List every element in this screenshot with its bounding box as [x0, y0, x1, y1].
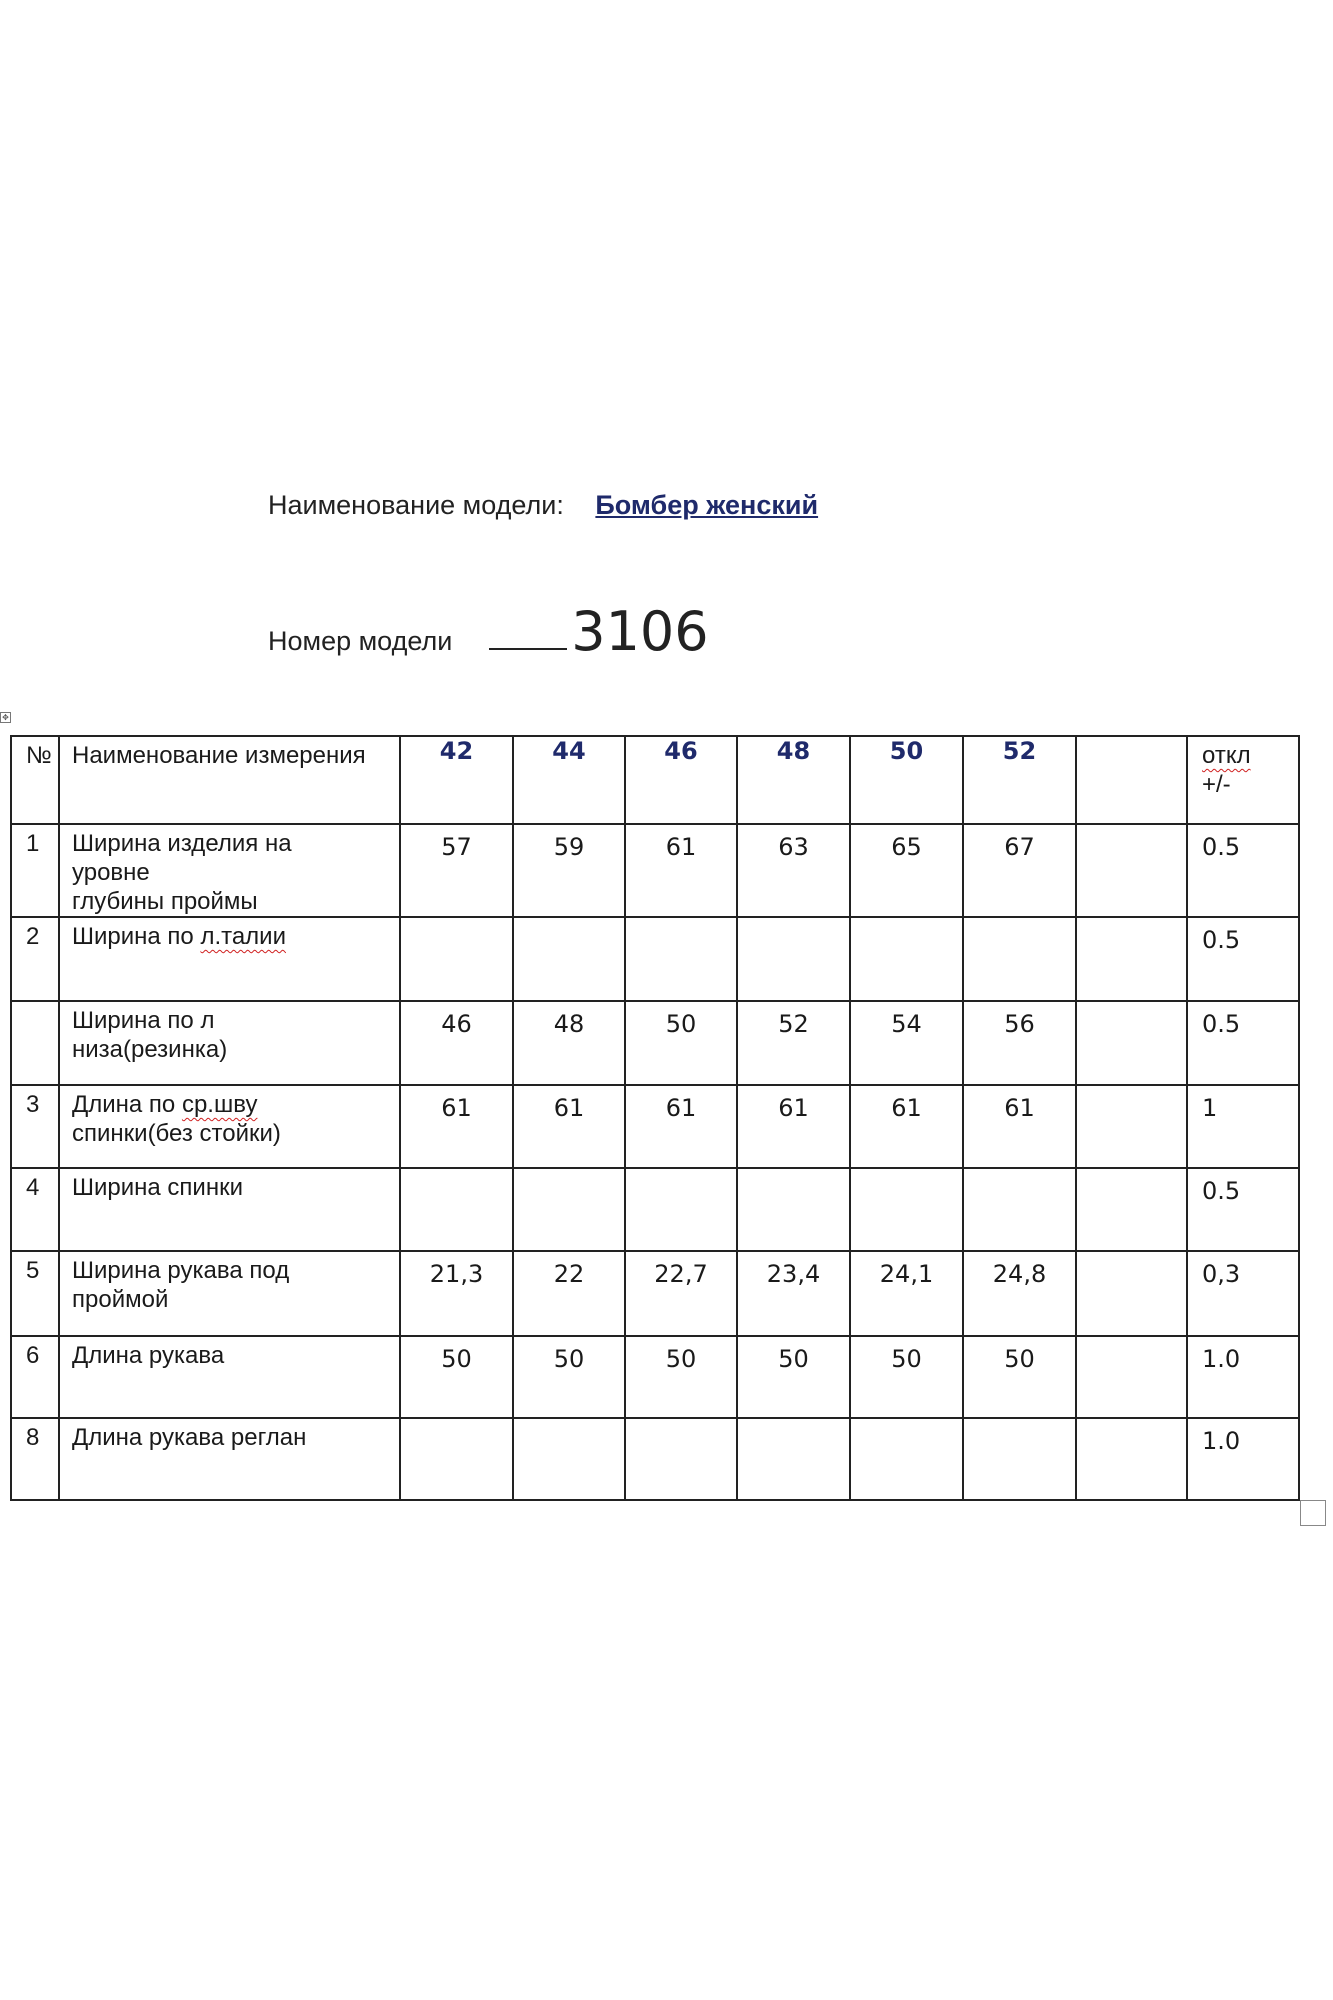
size-value: 50 [513, 1336, 625, 1418]
measurement-name [59, 1085, 400, 1168]
table-header-row [11, 736, 1299, 824]
empty-cell [1076, 1168, 1187, 1251]
size-value: 52 [737, 1001, 850, 1085]
model-number-value: 3106 [571, 600, 709, 663]
measurement-name [59, 1251, 400, 1336]
table-row [11, 1336, 1299, 1418]
measurement-name [59, 1336, 400, 1418]
size-value: 48 [513, 1001, 625, 1085]
size-value: 46 [400, 1001, 513, 1085]
tolerance-value: 0.5 [1187, 917, 1299, 1001]
model-number-label: Номер модели [268, 626, 453, 656]
size-value [513, 1418, 625, 1500]
measurement-name-line: спинки(без стойки) [72, 1120, 281, 1147]
size-value: 56 [963, 1001, 1076, 1085]
size-header: 42 [400, 736, 513, 824]
tolerance-value: 1.0 [1187, 1336, 1299, 1418]
measurement-name [59, 824, 400, 917]
size-value: 50 [850, 1336, 963, 1418]
size-value: 22,7 [625, 1251, 737, 1336]
table-row [11, 917, 1299, 1001]
size-value: 61 [737, 1085, 850, 1168]
model-name-line [268, 490, 818, 521]
size-value: 61 [850, 1085, 963, 1168]
size-value [400, 917, 513, 1001]
tolerance-value: 1 [1187, 1085, 1299, 1168]
table-row [11, 1418, 1299, 1500]
size-value: 61 [513, 1085, 625, 1168]
model-name-value: Бомбер женский [595, 490, 819, 520]
row-number: 5 [11, 1251, 59, 1336]
row-number: 6 [11, 1336, 59, 1418]
table-row [11, 1085, 1299, 1168]
size-value [850, 1168, 963, 1251]
size-header: 50 [850, 736, 963, 824]
size-value: 22 [513, 1251, 625, 1336]
size-value [513, 1168, 625, 1251]
table-move-handle-icon[interactable]: ✥ [0, 712, 11, 723]
number-column-header: № [11, 736, 59, 824]
empty-cell [1076, 1251, 1187, 1336]
size-value [513, 917, 625, 1001]
size-value [625, 1168, 737, 1251]
table-row [11, 1168, 1299, 1251]
model-number-line [268, 600, 709, 663]
tolerance-value: 0.5 [1187, 1001, 1299, 1085]
measurement-name [59, 1001, 400, 1085]
measurement-name [59, 1168, 400, 1251]
size-value [737, 917, 850, 1001]
size-value: 54 [850, 1001, 963, 1085]
size-value [963, 917, 1076, 1001]
size-value: 50 [625, 1336, 737, 1418]
measurement-name-line: проймой [72, 1286, 169, 1313]
measurement-name-line: Ширина по л [72, 1007, 215, 1034]
size-value: 61 [963, 1085, 1076, 1168]
size-value [737, 1168, 850, 1251]
row-number: 4 [11, 1168, 59, 1251]
row-number: 8 [11, 1418, 59, 1500]
measurement-name-line: Ширина спинки [72, 1174, 243, 1201]
size-value [400, 1418, 513, 1500]
empty-cell [1076, 1418, 1187, 1500]
size-value: 50 [963, 1336, 1076, 1418]
empty-cell [1076, 1085, 1187, 1168]
size-value: 65 [850, 824, 963, 917]
size-value: 57 [400, 824, 513, 917]
tolerance-header-line2: +/- [1202, 771, 1231, 798]
size-value: 61 [625, 824, 737, 917]
size-value: 21,3 [400, 1251, 513, 1336]
tolerance-value: 0.5 [1187, 824, 1299, 917]
size-value: 24,8 [963, 1251, 1076, 1336]
size-value [963, 1168, 1076, 1251]
size-value: 23,4 [737, 1251, 850, 1336]
measurement-name-line: глубины проймы [72, 888, 258, 915]
size-value: 50 [625, 1001, 737, 1085]
size-header: 46 [625, 736, 737, 824]
size-value [963, 1418, 1076, 1500]
measurement-name-line: ср.шву [181, 1091, 258, 1118]
size-value: 61 [625, 1085, 737, 1168]
measurement-name-line: Ширина рукава под [72, 1257, 290, 1284]
measurement-name-line: Ширина изделия на [72, 830, 292, 857]
measurement-name-line: уровне [72, 859, 150, 886]
table-row [11, 824, 1299, 917]
size-value: 50 [737, 1336, 850, 1418]
empty-cell [1076, 824, 1187, 917]
measurement-name-line: л.талии [200, 923, 286, 950]
size-table [10, 735, 1300, 1501]
empty-cell [1076, 917, 1187, 1001]
row-number: 3 [11, 1085, 59, 1168]
size-value: 63 [737, 824, 850, 917]
size-value: 24,1 [850, 1251, 963, 1336]
measurement-name-line: Длина по [72, 1091, 182, 1118]
size-value: 61 [400, 1085, 513, 1168]
row-number [11, 1001, 59, 1085]
measurement-name [59, 917, 400, 1001]
measurement-column-header: Наименование измерения [59, 736, 400, 824]
size-value [737, 1418, 850, 1500]
size-value: 50 [400, 1336, 513, 1418]
measurement-name-line: Длина рукава [72, 1342, 225, 1369]
model-number-blank-line [489, 648, 567, 650]
size-value [625, 917, 737, 1001]
empty-header-cell [1076, 736, 1187, 824]
table-row [11, 1001, 1299, 1085]
table-resize-handle[interactable] [1300, 1500, 1326, 1526]
size-value: 59 [513, 824, 625, 917]
table-row [11, 1251, 1299, 1336]
empty-cell [1076, 1001, 1187, 1085]
tolerance-header-line1: откл [1202, 742, 1251, 769]
measurement-name-line: низа(резинка) [72, 1036, 228, 1063]
tolerance-value: 0.5 [1187, 1168, 1299, 1251]
size-value [850, 1418, 963, 1500]
size-value: 67 [963, 824, 1076, 917]
model-name-label: Наименование модели: [268, 490, 564, 520]
size-value [850, 917, 963, 1001]
size-header: 52 [963, 736, 1076, 824]
measurement-name-line: Длина рукава реглан [72, 1424, 307, 1451]
size-value [625, 1418, 737, 1500]
tolerance-value: 0,3 [1187, 1251, 1299, 1336]
size-header: 48 [737, 736, 850, 824]
size-header: 44 [513, 736, 625, 824]
size-value [400, 1168, 513, 1251]
row-number: 1 [11, 824, 59, 917]
measurement-name-line: Ширина по [72, 923, 201, 950]
empty-cell [1076, 1336, 1187, 1418]
tolerance-column-header [1187, 736, 1299, 824]
tolerance-value: 1.0 [1187, 1418, 1299, 1500]
measurement-name [59, 1418, 400, 1500]
row-number: 2 [11, 917, 59, 1001]
